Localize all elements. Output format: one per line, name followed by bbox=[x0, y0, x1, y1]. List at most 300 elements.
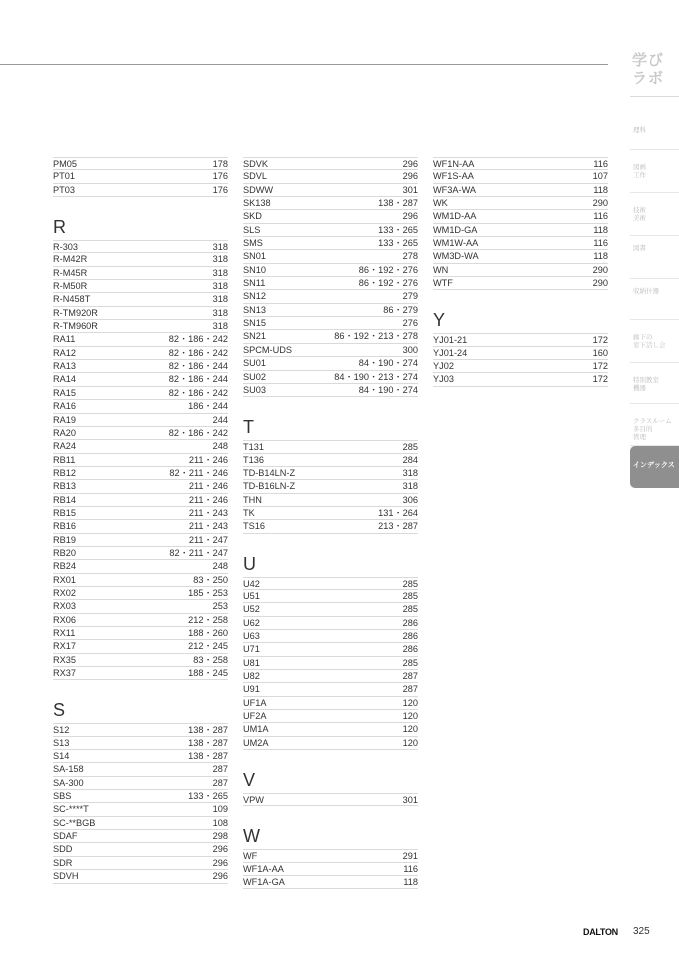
page-reference[interactable]: 131・264 bbox=[378, 507, 418, 518]
page-reference[interactable]: 118 bbox=[593, 251, 608, 262]
index-row bbox=[433, 197, 608, 210]
sidebar-title-rule bbox=[630, 96, 679, 97]
page-reference[interactable]: 176 bbox=[212, 184, 228, 195]
sidebar-item-classroom[interactable] bbox=[630, 404, 679, 446]
index-row bbox=[53, 547, 228, 560]
page-reference[interactable]: 211・243 bbox=[188, 521, 228, 532]
index-row bbox=[433, 224, 608, 237]
index-row bbox=[53, 414, 228, 427]
page-reference[interactable]: 318 bbox=[212, 294, 228, 305]
section-letter-heading bbox=[433, 290, 608, 333]
index-row bbox=[243, 330, 418, 343]
page-reference[interactable]: 82・186・244 bbox=[168, 361, 228, 372]
product-code: RB13 bbox=[53, 481, 76, 492]
product-code: RA15 bbox=[53, 387, 76, 398]
page-reference[interactable]: 212・258 bbox=[188, 614, 228, 625]
page-reference[interactable]: 109 bbox=[212, 804, 228, 815]
product-code: R-M50R bbox=[53, 281, 88, 292]
product-code: TD-B16LN-Z bbox=[243, 481, 296, 492]
product-code: PM05 bbox=[53, 159, 78, 169]
product-code: TD-B14LN-Z bbox=[243, 467, 296, 478]
index-row bbox=[53, 723, 228, 736]
page-reference[interactable]: 318 bbox=[212, 307, 228, 318]
index-row bbox=[243, 170, 418, 183]
product-code: SA-158 bbox=[53, 764, 84, 775]
page-reference[interactable]: 82・211・246 bbox=[169, 467, 228, 478]
product-code: VPW bbox=[243, 795, 264, 806]
product-code: U82 bbox=[243, 671, 260, 681]
page-reference[interactable]: 84・190・274 bbox=[358, 358, 418, 369]
index-row bbox=[53, 440, 228, 453]
sidebar-item-art-craft[interactable] bbox=[630, 150, 679, 193]
index-row bbox=[53, 843, 228, 856]
page-reference[interactable]: 318 bbox=[212, 321, 228, 332]
page-reference[interactable]: 296 bbox=[402, 159, 418, 169]
product-code: RB11 bbox=[53, 454, 76, 465]
product-code: U51 bbox=[243, 590, 260, 601]
page-reference[interactable]: 290 bbox=[592, 278, 608, 289]
page-reference[interactable]: 133・265 bbox=[378, 224, 418, 235]
index-row bbox=[243, 357, 418, 370]
page-reference[interactable]: 188・260 bbox=[188, 628, 228, 638]
sidebar-item-label: 美術 bbox=[633, 215, 646, 222]
page-reference[interactable]: 82・186・242 bbox=[168, 334, 228, 345]
section-letter: T bbox=[243, 417, 254, 438]
page-reference[interactable]: 248 bbox=[212, 561, 228, 572]
product-code: RX37 bbox=[53, 668, 76, 679]
product-code: RX11 bbox=[53, 628, 76, 638]
section-letter: S bbox=[53, 700, 66, 721]
product-code: SDVL bbox=[243, 171, 268, 182]
sidebar-item-label: 図画 bbox=[633, 164, 646, 171]
product-code: RB15 bbox=[53, 507, 76, 518]
product-code: WF bbox=[243, 851, 258, 862]
page-reference[interactable]: 107 bbox=[592, 171, 608, 182]
page-reference[interactable]: 138・287 bbox=[188, 751, 228, 762]
sidebar-item-technology-art[interactable] bbox=[630, 193, 679, 236]
product-code: TS16 bbox=[243, 521, 265, 532]
product-code: R-TM960R bbox=[53, 321, 98, 332]
index-row bbox=[243, 657, 418, 670]
index-row bbox=[243, 384, 418, 397]
product-code: SDR bbox=[53, 857, 73, 868]
page-reference[interactable]: 279 bbox=[402, 291, 418, 302]
index-row bbox=[243, 617, 418, 630]
index-row bbox=[53, 360, 228, 373]
page-reference[interactable]: 138・287 bbox=[188, 725, 228, 736]
page-reference[interactable]: 172 bbox=[592, 361, 608, 372]
page-reference[interactable]: 120 bbox=[402, 711, 418, 722]
index-row bbox=[53, 574, 228, 587]
index-row bbox=[433, 184, 608, 197]
index-row bbox=[243, 197, 418, 210]
index-row bbox=[53, 333, 228, 346]
product-code: SN11 bbox=[243, 278, 266, 289]
page-reference[interactable]: 118 bbox=[403, 877, 418, 888]
product-code: TK bbox=[243, 507, 255, 518]
index-column-1 bbox=[53, 157, 228, 884]
product-code: WN bbox=[433, 264, 449, 275]
index-row bbox=[433, 373, 608, 386]
product-code: R-N458T bbox=[53, 294, 91, 305]
section-letter: U bbox=[243, 553, 256, 574]
product-code: WK bbox=[433, 198, 448, 209]
page-reference[interactable]: 318 bbox=[212, 281, 228, 292]
product-code: U52 bbox=[243, 604, 260, 615]
page-reference[interactable]: 172 bbox=[592, 374, 608, 385]
index-row bbox=[53, 870, 228, 883]
page-reference[interactable]: 213・287 bbox=[378, 521, 418, 532]
index-row bbox=[243, 630, 418, 643]
page-reference[interactable]: 83・250 bbox=[193, 574, 228, 585]
section-letter-heading bbox=[53, 680, 228, 723]
index-row bbox=[53, 817, 228, 830]
index-row bbox=[243, 683, 418, 696]
section-letter-heading bbox=[53, 197, 228, 240]
product-code: SN01 bbox=[243, 251, 266, 262]
page-reference[interactable]: 118 bbox=[593, 224, 608, 235]
product-code: WF1S-AA bbox=[433, 171, 474, 182]
page-reference[interactable]: 211・243 bbox=[188, 507, 228, 518]
page-reference[interactable]: 84・190・213・274 bbox=[334, 371, 418, 382]
index-row bbox=[243, 440, 418, 453]
product-code: SMS bbox=[243, 238, 263, 249]
section-letter: Y bbox=[433, 310, 446, 331]
product-code: RA19 bbox=[53, 414, 76, 425]
product-code: RA13 bbox=[53, 361, 76, 372]
page-reference[interactable]: 296 bbox=[402, 171, 418, 182]
index-row bbox=[53, 640, 228, 653]
page-reference[interactable]: 300 bbox=[402, 344, 418, 355]
sidebar-item-library[interactable] bbox=[630, 236, 679, 279]
page-reference[interactable]: 120 bbox=[402, 724, 418, 735]
page-reference[interactable]: 86・192・213・278 bbox=[334, 331, 418, 342]
index-row bbox=[243, 304, 418, 317]
page-reference[interactable]: 306 bbox=[402, 494, 418, 505]
index-row bbox=[243, 250, 418, 263]
index-row bbox=[433, 264, 608, 277]
page-reference[interactable]: 211・247 bbox=[188, 534, 228, 545]
index-row bbox=[53, 480, 228, 493]
product-code: RB16 bbox=[53, 521, 76, 532]
product-code: SU01 bbox=[243, 358, 266, 369]
page-reference[interactable]: 211・246 bbox=[188, 481, 228, 492]
page-reference[interactable]: 296 bbox=[212, 857, 228, 868]
product-code: SPCM-UDS bbox=[243, 344, 293, 355]
page-reference[interactable]: 82・186・242 bbox=[168, 387, 228, 398]
product-code: RA14 bbox=[53, 374, 76, 385]
sidebar-item-label: 廊下の bbox=[633, 334, 653, 341]
page-reference[interactable]: 244 bbox=[212, 414, 228, 425]
product-code: WF1A-GA bbox=[243, 877, 285, 888]
sidebar-item-storage[interactable] bbox=[630, 279, 679, 320]
index-row bbox=[243, 157, 418, 170]
page-reference[interactable]: 286 bbox=[402, 630, 418, 641]
page-reference[interactable]: 284 bbox=[402, 454, 418, 465]
page-reference[interactable]: 116 bbox=[593, 159, 608, 169]
product-code: YJ02 bbox=[433, 361, 454, 372]
section-letter-heading bbox=[243, 534, 418, 577]
page-reference[interactable]: 133・265 bbox=[378, 238, 418, 249]
page-reference[interactable]: 82・186・244 bbox=[168, 374, 228, 385]
product-code: YJ01-24 bbox=[433, 347, 468, 358]
product-code: WM3D-WA bbox=[433, 251, 479, 262]
page-reference[interactable]: 285 bbox=[402, 657, 418, 668]
index-row bbox=[243, 710, 418, 723]
index-row bbox=[433, 170, 608, 183]
page-reference[interactable]: 318 bbox=[212, 254, 228, 265]
index-row bbox=[433, 333, 608, 346]
sidebar-item-label: 工作 bbox=[633, 172, 646, 179]
page-reference[interactable]: 286 bbox=[402, 617, 418, 628]
product-code: SDAF bbox=[53, 831, 78, 842]
index-row bbox=[53, 240, 228, 253]
product-code: SKD bbox=[243, 211, 262, 222]
page-reference[interactable]: 211・246 bbox=[188, 454, 228, 465]
index-row bbox=[243, 590, 418, 603]
product-code: UM2A bbox=[243, 737, 269, 748]
product-code: RX03 bbox=[53, 601, 76, 612]
page-reference[interactable]: 176 bbox=[212, 171, 228, 182]
product-code: R-TM920R bbox=[53, 307, 98, 318]
page-reference[interactable]: 116 bbox=[593, 238, 608, 249]
index-row bbox=[53, 600, 228, 613]
section-letter-heading bbox=[243, 397, 418, 440]
page-reference[interactable]: 86・279 bbox=[383, 304, 418, 315]
page-reference[interactable]: 83・258 bbox=[193, 654, 228, 665]
index-row bbox=[243, 344, 418, 357]
index-row bbox=[53, 184, 228, 197]
page-reference[interactable]: 290 bbox=[592, 198, 608, 209]
sidebar-item-label: 特別教室 bbox=[633, 377, 659, 384]
index-row bbox=[433, 210, 608, 223]
index-row bbox=[53, 790, 228, 803]
page-reference[interactable]: 291 bbox=[402, 851, 418, 862]
product-code: WM1D-GA bbox=[433, 224, 478, 235]
page-reference[interactable]: 318 bbox=[402, 467, 418, 478]
product-code: UF1A bbox=[243, 697, 267, 708]
product-code: SN13 bbox=[243, 304, 266, 315]
page-reference[interactable]: 188・245 bbox=[188, 668, 228, 679]
page-reference[interactable]: 138・287 bbox=[188, 737, 228, 748]
index-row bbox=[53, 494, 228, 507]
page-reference[interactable]: 120 bbox=[402, 737, 418, 748]
page-reference[interactable]: 318 bbox=[212, 242, 228, 253]
index-row bbox=[243, 737, 418, 750]
product-code: WM1W-AA bbox=[433, 238, 479, 249]
page-reference[interactable]: 160 bbox=[592, 347, 608, 358]
page-reference[interactable]: 285 bbox=[402, 590, 418, 601]
product-code: U71 bbox=[243, 644, 260, 655]
index-row bbox=[433, 277, 608, 290]
index-row bbox=[243, 603, 418, 616]
sidebar-item-label: 窓下活し会 bbox=[633, 342, 666, 349]
product-code: UF2A bbox=[243, 711, 267, 722]
index-row bbox=[243, 264, 418, 277]
page-reference[interactable]: 86・192・276 bbox=[358, 278, 418, 289]
page-reference[interactable]: 82・186・242 bbox=[168, 347, 228, 358]
index-row bbox=[53, 454, 228, 467]
index-row bbox=[53, 293, 228, 306]
product-code: SLS bbox=[243, 224, 261, 235]
index-row bbox=[53, 614, 228, 627]
product-code: RB20 bbox=[53, 547, 76, 558]
page-reference[interactable]: 301 bbox=[402, 184, 418, 195]
page-reference[interactable]: 138・287 bbox=[378, 198, 418, 209]
page-reference[interactable]: 296 bbox=[402, 211, 418, 222]
page-reference[interactable]: 287 bbox=[402, 671, 418, 681]
sidebar-item-science[interactable] bbox=[630, 118, 679, 150]
page-reference[interactable]: 296 bbox=[212, 871, 228, 882]
index-row bbox=[53, 803, 228, 816]
page-reference[interactable]: 248 bbox=[212, 441, 228, 452]
index-row bbox=[433, 360, 608, 373]
product-code: RA12 bbox=[53, 347, 76, 358]
page-reference[interactable]: 118 bbox=[593, 184, 608, 195]
index-row bbox=[53, 307, 228, 320]
product-code: RB24 bbox=[53, 561, 76, 572]
page-reference[interactable]: 84・190・274 bbox=[358, 384, 418, 395]
index-row bbox=[243, 210, 418, 223]
product-code: RA16 bbox=[53, 401, 76, 412]
header-rule bbox=[0, 64, 608, 65]
product-code: SK138 bbox=[243, 198, 271, 209]
index-row bbox=[243, 224, 418, 237]
page-reference[interactable]: 82・186・242 bbox=[168, 427, 228, 438]
page-reference[interactable]: 318 bbox=[212, 267, 228, 278]
page-reference[interactable]: 287 bbox=[212, 764, 228, 775]
page-reference[interactable]: 133・265 bbox=[188, 791, 228, 802]
index-row bbox=[53, 654, 228, 667]
page-reference[interactable]: 253 bbox=[212, 601, 228, 612]
product-code: PT01 bbox=[53, 171, 75, 182]
page-reference[interactable]: 172 bbox=[592, 335, 608, 346]
page-reference[interactable]: 285 bbox=[402, 604, 418, 615]
page-reference[interactable]: 178 bbox=[212, 159, 228, 169]
page-reference[interactable]: 285 bbox=[402, 442, 418, 453]
page-reference[interactable]: 108 bbox=[212, 817, 228, 828]
index-row bbox=[243, 876, 418, 889]
page-reference[interactable]: 186・244 bbox=[188, 401, 228, 412]
index-row bbox=[243, 277, 418, 290]
index-row bbox=[53, 347, 228, 360]
index-row bbox=[53, 857, 228, 870]
section-letter-heading bbox=[243, 806, 418, 849]
page-reference[interactable]: 318 bbox=[402, 481, 418, 492]
sidebar-item-label: クラスルーム bbox=[633, 418, 672, 425]
sidebar-item-label: インデックス bbox=[633, 462, 675, 469]
page-reference[interactable]: 82・211・247 bbox=[169, 547, 228, 558]
page-reference[interactable]: 287 bbox=[402, 684, 418, 695]
index-row bbox=[243, 494, 418, 507]
index-row bbox=[243, 290, 418, 303]
index-row bbox=[53, 507, 228, 520]
page-reference[interactable]: 185・253 bbox=[188, 587, 228, 598]
product-code: SU03 bbox=[243, 384, 266, 395]
product-code: THN bbox=[243, 494, 262, 505]
product-code: U81 bbox=[243, 657, 260, 668]
dalton-logo: DALTON bbox=[583, 927, 618, 937]
index-row bbox=[53, 520, 228, 533]
product-code: SDVH bbox=[53, 871, 79, 882]
page-reference[interactable]: 286 bbox=[402, 644, 418, 655]
product-code: SC-**BGB bbox=[53, 817, 96, 828]
product-code: RX06 bbox=[53, 614, 76, 625]
page-reference[interactable]: 116 bbox=[593, 211, 608, 222]
index-row bbox=[433, 250, 608, 263]
sidebar-item-label: 技術 bbox=[633, 207, 646, 214]
sidebar-item-corridor[interactable] bbox=[630, 320, 679, 363]
index-row bbox=[53, 170, 228, 183]
index-row bbox=[53, 763, 228, 776]
index-row bbox=[53, 560, 228, 573]
page-reference[interactable]: 278 bbox=[402, 251, 418, 262]
index-row bbox=[243, 480, 418, 493]
page-reference[interactable]: 86・192・276 bbox=[358, 264, 418, 275]
product-code: RX35 bbox=[53, 654, 76, 665]
product-code: SN15 bbox=[243, 318, 266, 329]
product-code: SDVK bbox=[243, 159, 269, 169]
page-reference[interactable]: 116 bbox=[403, 863, 418, 874]
index-row bbox=[53, 373, 228, 386]
product-code: WF3A-WA bbox=[433, 184, 477, 195]
product-code: WF1N-AA bbox=[433, 159, 475, 169]
product-code: RB14 bbox=[53, 494, 76, 505]
index-row bbox=[433, 157, 608, 170]
index-column-3 bbox=[433, 157, 608, 387]
page-number: 325 bbox=[633, 926, 650, 937]
page-reference[interactable]: 290 bbox=[592, 264, 608, 275]
sidebar-item-label: 理科 bbox=[633, 127, 646, 134]
sidebar-item-label: 多目的 bbox=[633, 426, 653, 433]
page-reference[interactable]: 287 bbox=[212, 777, 228, 788]
page-reference[interactable]: 301 bbox=[402, 795, 418, 806]
index-row bbox=[243, 371, 418, 384]
product-code: UM1A bbox=[243, 724, 269, 735]
index-row bbox=[53, 534, 228, 547]
product-code: S12 bbox=[53, 725, 70, 736]
product-code: SBS bbox=[53, 791, 72, 802]
index-row bbox=[53, 427, 228, 440]
index-row bbox=[243, 863, 418, 876]
page-reference[interactable]: 285 bbox=[402, 578, 418, 589]
product-code: RB12 bbox=[53, 467, 76, 478]
page-reference[interactable]: 212・245 bbox=[188, 641, 228, 652]
sidebar-item-label: 管理 bbox=[633, 434, 646, 441]
index-row bbox=[243, 317, 418, 330]
sidebar-item-label: 機器 bbox=[633, 385, 646, 392]
sidebar-title-line2: ラボ bbox=[632, 70, 665, 87]
product-code: PT03 bbox=[53, 184, 75, 195]
page-reference[interactable]: 120 bbox=[402, 697, 418, 708]
section-letter: R bbox=[53, 217, 66, 238]
index-row bbox=[243, 793, 418, 806]
section-letter: V bbox=[243, 770, 256, 791]
page-reference[interactable]: 296 bbox=[212, 844, 228, 855]
product-code: R-303 bbox=[53, 242, 79, 253]
page-reference[interactable]: 276 bbox=[402, 318, 418, 329]
index-column-2 bbox=[243, 157, 418, 889]
index-row bbox=[243, 643, 418, 656]
index-row bbox=[243, 723, 418, 736]
product-code: RX17 bbox=[53, 641, 76, 652]
page-reference[interactable]: 298 bbox=[212, 831, 228, 842]
sidebar-item-index[interactable] bbox=[630, 446, 679, 488]
page-reference[interactable]: 211・246 bbox=[188, 494, 228, 505]
sidebar-item-special-room[interactable] bbox=[630, 363, 679, 404]
product-code: SA-300 bbox=[53, 777, 84, 788]
product-code: R-M45R bbox=[53, 267, 88, 278]
